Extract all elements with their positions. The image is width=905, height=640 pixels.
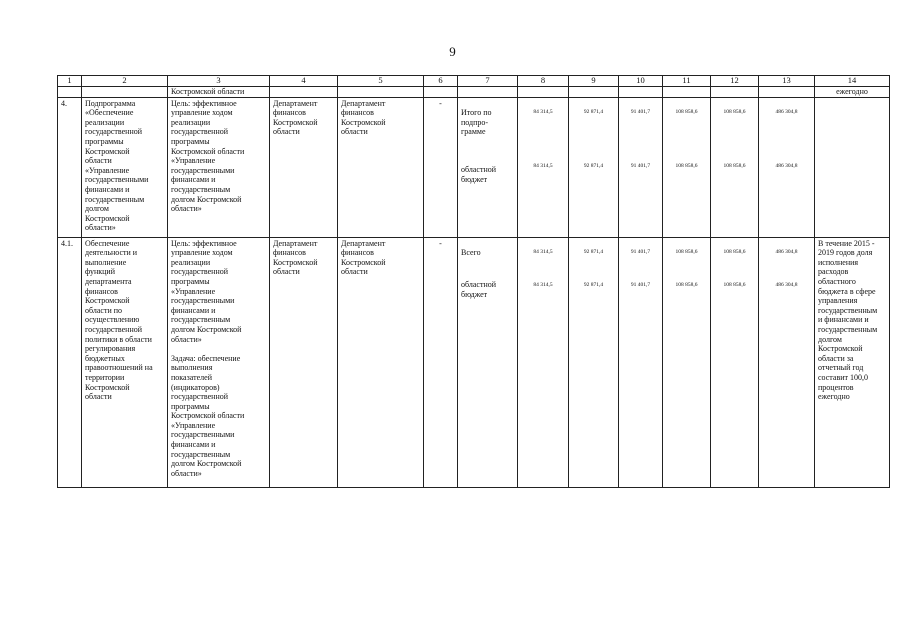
header-row xyxy=(58,76,890,87)
amount-regional: 91 401,7 xyxy=(630,282,651,289)
header-cell: 3 xyxy=(168,76,270,87)
amount-regional: 486 304,8 xyxy=(775,163,798,170)
header-cell: 12 xyxy=(711,76,759,87)
amount-regional: 108 858,6 xyxy=(723,282,746,289)
header-cell: 11 xyxy=(663,76,711,87)
program-table xyxy=(57,75,890,488)
header-cell: 5 xyxy=(338,76,424,87)
amount-total: 108 858,6 xyxy=(675,249,698,256)
year-value-cell xyxy=(711,237,759,487)
amount-total: 486 304,8 xyxy=(775,249,798,256)
amount-total: 91 401,7 xyxy=(630,109,651,116)
column-6-value: - xyxy=(424,237,458,487)
row-number: 4. xyxy=(58,97,82,237)
event-name: Подпрограмма «Обеспечение реализации государственной программы Костромской области «Управление государственными финансами и государственным долгом Костромской области» xyxy=(82,97,168,237)
amount-total: 84 314,5 xyxy=(533,109,553,116)
expected-result: В течение 2015 - 2019 годов доля исполнения расходов областного бюджета в сфере управления государственным и финансами и государственным долгом Костромской области за отчетный год составит 100,0 процентов ежегодно xyxy=(815,237,890,487)
executor: Департамент финансов Костромской области xyxy=(270,97,338,237)
amount-total: 91 401,7 xyxy=(630,249,651,256)
co-executor: Департамент финансов Костромской области xyxy=(338,97,424,237)
year-value-cell xyxy=(663,97,711,237)
amount-regional: 92 871,4 xyxy=(583,282,604,289)
header-cell: 14 xyxy=(815,76,890,87)
amount-regional: 486 304,8 xyxy=(775,282,798,289)
amount-regional: 108 858,6 xyxy=(675,163,698,170)
header-cell: 6 xyxy=(424,76,458,87)
year-value-cell xyxy=(663,237,711,487)
funding-source-total: Итого по подпро- грамме xyxy=(461,108,492,137)
event-name: Обеспечение деятельности и выполнение функций департамента финансов Костромской области по осуществлению государственной политики в области регулирования бюджетных правоотношений на территории Костромской области xyxy=(82,237,168,487)
amount-total: 108 858,6 xyxy=(675,109,698,116)
amount-total: 92 871,4 xyxy=(583,249,604,256)
amount-total: 92 871,4 xyxy=(583,109,604,116)
header-cell: 1 xyxy=(58,76,82,87)
funding-source xyxy=(458,97,518,237)
year-value-cell xyxy=(711,97,759,237)
table-row xyxy=(58,237,890,487)
co-executor: Департамент финансов Костромской области xyxy=(338,237,424,487)
header-cell: 8 xyxy=(518,76,569,87)
funding-source xyxy=(458,237,518,487)
year-value-cell xyxy=(569,97,619,237)
executor: Департамент финансов Костромской области xyxy=(270,237,338,487)
funding-source-total: Всего xyxy=(461,248,481,258)
amount-total: 108 858,6 xyxy=(723,109,746,116)
amount-regional: 108 858,6 xyxy=(723,163,746,170)
year-value-cell xyxy=(619,97,663,237)
amount-regional: 91 401,7 xyxy=(630,163,651,170)
goal-text: Цель: эффективное управление ходом реализации государственной программы Костромской области «Управление государственными финансами и государственным долгом Костромской области» xyxy=(168,97,270,237)
year-value-cell xyxy=(518,97,569,237)
funding-source-regional: областной бюджет xyxy=(461,279,497,299)
header-cell: 13 xyxy=(759,76,815,87)
year-value-cell xyxy=(569,237,619,487)
funding-source-regional: областной бюджет xyxy=(461,165,497,184)
header-cell: 4 xyxy=(270,76,338,87)
continuation-row xyxy=(58,86,890,97)
table-row xyxy=(58,97,890,237)
amount-total: 486 304,8 xyxy=(775,109,798,116)
header-cell: 7 xyxy=(458,76,518,87)
amount-total: 84 314,5 xyxy=(533,249,553,256)
continuation-text: ежегодно xyxy=(815,86,890,97)
year-value-cell xyxy=(619,237,663,487)
amount-regional: 84 314,5 xyxy=(533,163,553,170)
goal-text: Цель: эффективное управление ходом реализации государственной программы «Управление государственными финансами и государственным долгом Костромской области» Задача: обеспечение выполнения показателей (индикаторов) государственной программы Костромской области «Управление государственными финансами и государственным долгом Костромской области» xyxy=(168,237,270,487)
continuation-text: Костромской области xyxy=(168,86,270,97)
expected-result xyxy=(815,97,890,237)
amount-regional: 92 871,4 xyxy=(583,163,604,170)
row-number: 4.1. xyxy=(58,237,82,487)
amount-regional: 108 858,6 xyxy=(675,282,698,289)
header-cell: 2 xyxy=(82,76,168,87)
amount-regional: 84 314,5 xyxy=(533,282,553,289)
total-value-cell xyxy=(759,237,815,487)
amount-total: 108 858,6 xyxy=(723,249,746,256)
header-cell: 9 xyxy=(569,76,619,87)
header-cell: 10 xyxy=(619,76,663,87)
column-6-value: - xyxy=(424,97,458,237)
total-value-cell xyxy=(759,97,815,237)
page-number: 9 xyxy=(449,44,456,59)
year-value-cell xyxy=(518,237,569,487)
